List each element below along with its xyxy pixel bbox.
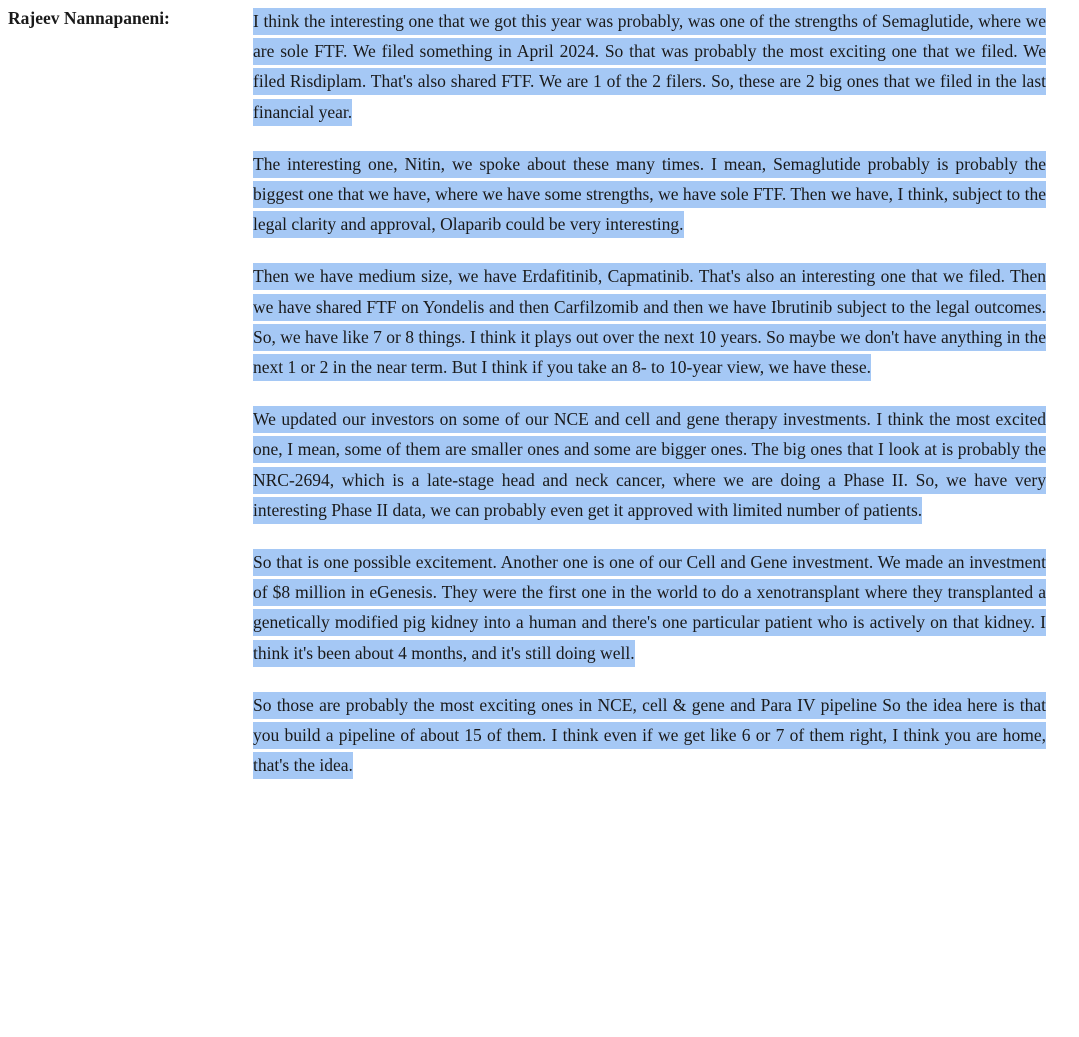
speaker-name: Rajeev Nannapaneni: bbox=[8, 8, 170, 28]
paragraph bbox=[253, 149, 1046, 240]
paragraph bbox=[253, 690, 1046, 781]
paragraph bbox=[253, 6, 1046, 127]
highlighted-text[interactable]: So that is one possible excitement. Another one is one of our Cell and Gene investment. We made an investment of $8 million in eGenesis. They were the first one in the world to do a xenotransplant where they transplanted a genetically modified pig kidney into a human and there's one particular patient who is actively on that kidney. I think it's been about 4 months, and it's still doing well. bbox=[253, 549, 1046, 667]
paragraph bbox=[253, 404, 1046, 525]
paragraph bbox=[253, 261, 1046, 382]
highlighted-text[interactable]: Then we have medium size, we have Erdafitinib, Capmatinib. That's also an interesting one that we filed. Then we have shared FTF on Yondelis and then Carfilzomib and then we have Ibrutinib subject to the legal outcomes. So, we have like 7 or 8 things. I think it plays out over the next 10 years. So maybe we don't have anything in the next 1 or 2 in the near term. But I think if you take an 8- to 10-year view, we have these. bbox=[253, 263, 1046, 381]
highlighted-text[interactable]: The interesting one, Nitin, we spoke about these many times. I mean, Semaglutide probably is probably the biggest one that we have, where we have some strengths, we have sole FTF. Then we have, I think, subject to the legal clarity and approval, Olaparib could be very interesting. bbox=[253, 151, 1046, 238]
paragraph bbox=[253, 547, 1046, 668]
speaker-remarks bbox=[253, 6, 1046, 802]
highlighted-text[interactable]: We updated our investors on some of our NCE and cell and gene therapy investments. I think the most excited one, I mean, some of them are smaller ones and some are bigger ones. The big ones that I look at is probably the NRC-2694, which is a late-stage head and neck cancer, where we are doing a Phase II. So, we have very interesting Phase II data, we can probably even get it approved with limited number of patients. bbox=[253, 406, 1046, 524]
highlighted-text[interactable]: I think the interesting one that we got this year was probably, was one of the strengths of Semaglutide, where we are sole FTF. We filed something in April 2024. So that was probably the most exciting one that we filed. We filed Risdiplam. That's also shared FTF. We are 1 of the 2 filers. So, these are 2 big ones that we filed in the last financial year. bbox=[253, 8, 1046, 126]
highlighted-text[interactable]: So those are probably the most exciting ones in NCE, cell & gene and Para IV pipeline So the idea here is that you build a pipeline of about 15 of them. I think even if we get like 6 or 7 of them right, I think you are home, that's the idea. bbox=[253, 692, 1046, 779]
